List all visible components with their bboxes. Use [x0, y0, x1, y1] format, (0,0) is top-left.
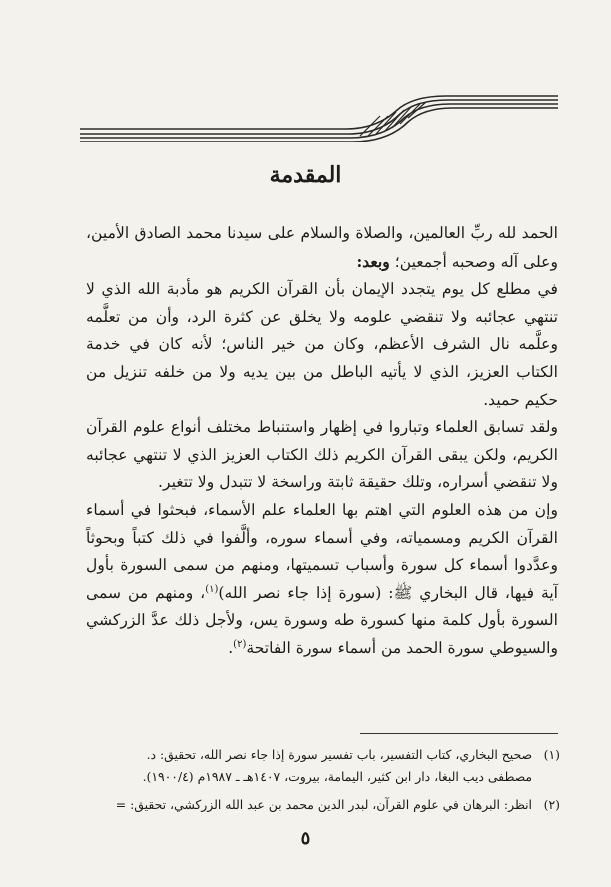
footnote-number: (١) — [543, 747, 560, 762]
footnotes — [80, 744, 560, 816]
page-number: ٥ — [300, 828, 311, 849]
paragraph-2: في مطلع كل يوم يتجدد الإيمان بأن القرآن الكريم هو مأدبة الله الذي لا تنتهي عجائبه ولا تنقضي علومه ولا يخلق عن كثرة الرد، وأن من تعلَّمه وعلَّمه نال الشرف الأعظم، وكان من خير الناس؛ لأنه كان في خدمة الكتاب العزيز، الذي لا يأتيه الباطل من بين يديه ولا من خلفه تنزيل من حكيم حميد. — [86, 280, 558, 409]
footnote-1-continued: مصطفى ديب البغا، دار ابن كثير، اليمامة، بيروت، ١٤٠٧هـ ـ ١٩٨٧م (١٩٠٠/٤). — [142, 769, 532, 784]
footnote-ref-1[interactable]: (١) — [205, 583, 219, 595]
paragraph-3: ولقد تسابق العلماء وتباروا في إظهار واستنباط مختلف أنواع علوم القرآن الكريم، ولكن يبقى القرآن الكريم ذلك الكتاب العزيز الذي لا تنتهي عجائبه ولا تنقضي أسراره، وتلك حقيقة ثابتة وراسخة لا تتبدل ولا تتغير. — [86, 418, 558, 492]
footnote-1: (١)صحيح البخاري، كتاب التفسير، باب تفسير سورة إذا جاء نصر الله، تحقيق: د. — [80, 744, 560, 766]
main-text — [86, 220, 558, 663]
footnote-2: (٢)انظر: البرهان في علوم القرآن، لبدر الدين محمد بن عبد الله الزركشي، تحقيق: = — [80, 794, 560, 816]
footnote-ref-2[interactable]: (٢) — [233, 638, 247, 650]
footnote-number: (٢) — [543, 797, 560, 812]
footnote-divider — [360, 733, 558, 734]
paragraph-4: وإن من هذه العلوم التي اهتم بها العلماء علم الأسماء، فبحثوا في أسماء القرآن الكريم ومسمياته، وفي أسماء سوره، وألَّفوا في ذلك كتباً وبحوثاً وعدَّدوا أسماء كل سورة وأسباب تسميتها، ومنهم من سمى السورة بأول آية فيها، قال البخاري ﷺ: (سورة إذا جاء نصر الله)$^{(١)}$، ومنهم من سمى السورة بأول كلمة منها كسورة طه وسورة يس، ولأجل ذلك عدَّ الزركشي والسيوطي سورة الحمد من أسماء سورة الفاتحة$^{(٢)}$. — [86, 500, 558, 657]
section-heading: المقدمة — [269, 162, 342, 188]
paragraph-opening: الحمد لله ربِّ العالمين، والصلاة والسلام على سيدنا محمد الصادق الأمين، وعلى آله وصحبه أجمعين؛ وبعد: — [86, 224, 558, 271]
header-ornament — [80, 92, 558, 142]
opening-bold-word: وبعد: — [356, 251, 390, 271]
